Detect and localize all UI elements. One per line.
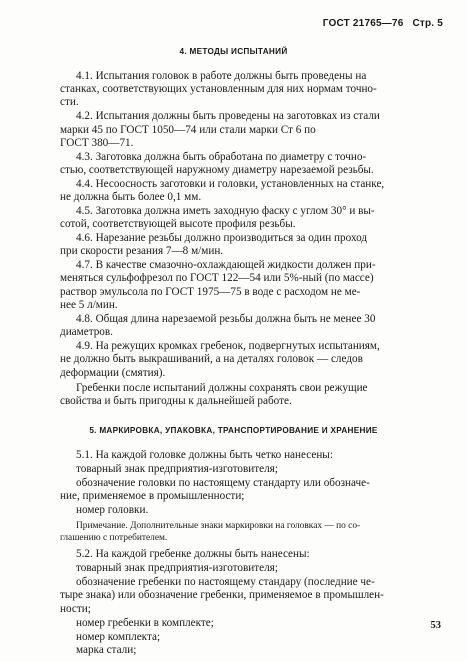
text-line: ние, применяемое в промышленности; — [60, 490, 245, 502]
text-line: 4.1. Испытания головок в работе должны быть проведены на — [76, 70, 367, 82]
note-line: глашению с потребителем. — [60, 533, 168, 543]
text-line: обозначение гребенки по настоящему стандару (последние че- — [76, 576, 375, 588]
text-line: диаметров. — [60, 326, 113, 338]
text-line: деформации (смятия). — [60, 367, 166, 379]
text-line: нее 5 л/мин. — [60, 299, 118, 311]
running-header — [323, 18, 443, 29]
text-line: обозначение головки по настоящему стандарту или обозначе- — [76, 477, 370, 489]
text-line: ности; — [60, 603, 91, 615]
section-title-test-methods: 4. МЕТОДЫ ИСПЫТАНИЙ — [179, 47, 288, 56]
text-line: марки 45 по ГОСТ 1050—74 или стали марки Ст 6 по — [60, 124, 316, 136]
text-line: 4.8. Общая длина нарезаемой резьбы должна быть не менее 30 — [76, 313, 376, 325]
text-line: сти. — [60, 96, 79, 108]
text-line: не должно быть выкрашиваний, а на деталях головок — следов — [60, 353, 363, 365]
text-line: при скорости резания 7—8 м/мин. — [60, 245, 224, 257]
text-line: не должна быть более 0,1 мм. — [60, 191, 202, 203]
text-line: Гребенки после испытаний должны сохранять свои режущие — [76, 382, 368, 394]
text-line: марка стали; — [76, 644, 137, 656]
text-line: 5.2. На каждой гребенке должны быть нанесены: — [76, 548, 310, 560]
text-line: номер гребенки в комплекте; — [76, 617, 214, 629]
text-line: номер головки. — [76, 504, 149, 516]
standard-number: ГОСТ 21765—76 — [322, 18, 404, 29]
page-number: 53 — [430, 620, 441, 631]
text-line: сотой, соответствующей высоте профиля резьбы. — [60, 218, 296, 230]
text-line: 4.6. Нарезание резьбы должно производиться за один проход — [76, 232, 368, 244]
section-title-marking: 5. МАРКИРОВКА, УПАКОВКА, ТРАНСПОРТИРОВАНИЕ И ХРАНЕНИЕ — [89, 426, 378, 435]
text-line: товарный знак предприятия-изготовителя; — [76, 562, 278, 574]
text-line: 4.5. Заготовка должна иметь заходную фаску с углом 30° и вы- — [76, 205, 375, 217]
text-line: товарный знак предприятия-изготовителя; — [76, 463, 278, 475]
text-line: 4.7. В качестве смазочно-охлаждающей жидкости должен при- — [76, 259, 376, 271]
text-line: тыре знака) или обозначение гребенки, применяемое в промышлен- — [60, 589, 384, 601]
text-line: номер комплекта; — [76, 631, 161, 643]
text-line: раствор эмульсола по ГОСТ 1975—75 в воде с расходом не ме- — [60, 286, 361, 298]
page-label: Стр. 5 — [412, 18, 443, 29]
text-line: меняться сульфофрезол по ГОСТ 122—54 или 5%-ный (по массе) — [60, 272, 374, 284]
text-line: 4.2. Испытания должны быть проведены на заготовках из стали — [76, 110, 380, 122]
text-line: 4.9. На режущих кромках гребенок, подвергнутых испытаниям, — [76, 340, 380, 352]
text-line: 4.4. Несоосность заготовки и головки, установленных на станке, — [76, 178, 385, 190]
text-line: стью, соответствующей наружному диаметру нарезаемой резьбы. — [60, 164, 374, 176]
text-line: 5.1. На каждой головке должны быть четко нанесены: — [76, 449, 333, 461]
text-line: станках, соответствующих установленным для них нормам точно- — [60, 83, 377, 95]
text-line: ГОСТ 380—71. — [60, 137, 134, 149]
text-line: свойства и быть пригодны к дальнейшей работе. — [60, 395, 292, 407]
note-line: Примечание. Дополнительные знаки маркировки на головках — по со- — [76, 521, 361, 531]
text-line: 4.3. Заготовка должна быть обработана по диаметру с точно- — [76, 151, 367, 163]
